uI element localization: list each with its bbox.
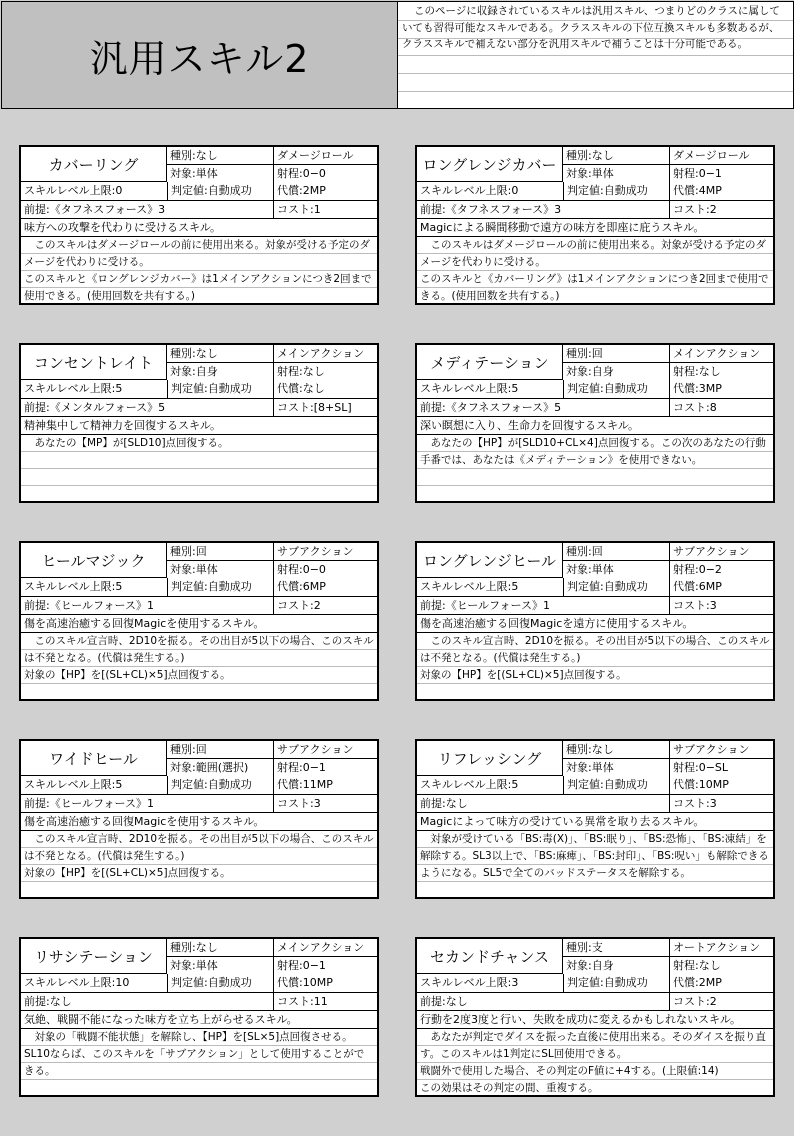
skill-cost-points: コスト:3 bbox=[669, 794, 773, 812]
skill-cost-points: コスト:8 bbox=[669, 398, 773, 416]
skill-level-cap: スキルレベル上限:5 bbox=[24, 580, 123, 593]
skill-card bbox=[415, 937, 775, 1097]
skill-timing: ダメージロール bbox=[273, 147, 377, 165]
skill-prereq: 前提:《タフネスフォース》3 bbox=[417, 200, 669, 218]
skill-target: 対象:単体 bbox=[167, 560, 273, 578]
skill-range: 射程:なし bbox=[273, 362, 377, 380]
ruled-line bbox=[398, 73, 793, 74]
skill-prereq: 前提:《タフネスフォース》5 bbox=[417, 398, 669, 416]
skill-name: ロングレンジカバー bbox=[417, 147, 563, 182]
skill-type: 種別:なし bbox=[566, 743, 614, 756]
skill-cost: 代償:2MP bbox=[273, 182, 377, 200]
skill-summary: Magicによる瞬間移動で遠方の味方を即座に庇うスキル。 bbox=[417, 218, 773, 236]
skill-target: 対象:単体 bbox=[167, 164, 273, 182]
title-box bbox=[1, 1, 398, 109]
skill-judge: 判定値:自動成功 bbox=[167, 578, 273, 596]
skill-judge: 判定値:自動成功 bbox=[167, 776, 273, 794]
skill-type: 種別:回 bbox=[170, 743, 207, 756]
skill-prereq: 前提:《ヒールフォース》1 bbox=[417, 596, 669, 614]
skill-name: ヒールマジック bbox=[21, 543, 167, 578]
skill-target: 対象:自身 bbox=[167, 362, 273, 380]
skill-range: 射程:0−1 bbox=[669, 164, 773, 182]
ruled-line bbox=[398, 91, 793, 92]
skill-description: 対象が受けている「BS:毒(X)」、「BS:眠り」、「BS:恐怖」、「BS:凍結」を解除する。SL3以上で、「BS:麻痺」、「BS:封印」、「BS:呪い」も解除できるようになる。SL5で全てのバッドステータスを解除する。 bbox=[420, 833, 769, 879]
skill-timing: サブアクション bbox=[669, 543, 773, 561]
skill-description: 対象の「戦闘不能状態」を解除し、【HP】を[SL×5]点回復させる。SL10ならば、このスキルを「サブアクション」として使用することができる。 bbox=[24, 1031, 365, 1077]
skill-summary: 精神集中して精神力を回復するスキル。 bbox=[21, 416, 377, 434]
skill-name: ワイドヒール bbox=[21, 741, 167, 776]
skill-range: 射程:なし bbox=[669, 362, 773, 380]
skill-range: 射程:0−1 bbox=[273, 758, 377, 776]
skill-range: 射程:0−0 bbox=[273, 560, 377, 578]
skill-range: 射程:0−SL bbox=[669, 758, 773, 776]
skill-cost: 代償:10MP bbox=[669, 776, 773, 794]
skill-card bbox=[415, 145, 775, 305]
skill-type: 種別:なし bbox=[170, 149, 218, 162]
skill-cost-points: コスト:1 bbox=[273, 200, 377, 218]
skill-cost-points: コスト:2 bbox=[669, 200, 773, 218]
skill-timing: サブアクション bbox=[273, 741, 377, 759]
skill-prereq: 前提:《タフネスフォース》3 bbox=[21, 200, 273, 218]
skill-range: 射程:0−0 bbox=[273, 164, 377, 182]
skill-cost: 代償:2MP bbox=[669, 974, 773, 992]
skill-prereq: 前提:《メンタルフォース》5 bbox=[21, 398, 273, 416]
skill-name: カバーリング bbox=[21, 147, 167, 182]
skill-cost-points: コスト:2 bbox=[273, 596, 377, 614]
skill-level-cap: スキルレベル上限:5 bbox=[420, 382, 519, 395]
skill-target: 対象:単体 bbox=[563, 164, 669, 182]
skill-summary: Magicによって味方の受けている異常を取り去るスキル。 bbox=[417, 812, 773, 830]
skill-name: メディテーション bbox=[417, 345, 563, 380]
skill-card bbox=[415, 541, 775, 701]
skill-judge: 判定値:自動成功 bbox=[167, 182, 273, 200]
skill-target: 対象:自身 bbox=[563, 956, 669, 974]
skill-level-cap: スキルレベル上限:5 bbox=[24, 778, 123, 791]
skill-name: リフレッシング bbox=[417, 741, 563, 776]
skill-prereq: 前提:なし bbox=[417, 992, 669, 1010]
page-header bbox=[0, 0, 794, 110]
skill-level-cap: スキルレベル上限:0 bbox=[420, 184, 519, 197]
skill-prereq: 前提:《ヒールフォース》1 bbox=[21, 794, 273, 812]
skill-judge: 判定値:自動成功 bbox=[563, 182, 669, 200]
skill-summary: 傷を高速治癒する回復Magicを遠方に使用するスキル。 bbox=[417, 614, 773, 632]
skill-judge: 判定値:自動成功 bbox=[167, 380, 273, 398]
skill-target: 対象:単体 bbox=[167, 956, 273, 974]
skill-card bbox=[19, 739, 379, 899]
skill-cost: 代償:なし bbox=[273, 380, 377, 398]
skill-name: コンセントレイト bbox=[21, 345, 167, 380]
skill-cost: 代償:6MP bbox=[273, 578, 377, 596]
skill-card bbox=[19, 343, 379, 503]
skill-type: 種別:回 bbox=[170, 545, 207, 558]
skill-description: このスキルはダメージロールの前に使用出来る。対象が受ける予定のダメージを代わりに受ける。 このスキルと《カバーリング》は1メインアクションにつき2回まで使用できる。(使用回数を共有する。) bbox=[420, 239, 769, 302]
skill-timing: サブアクション bbox=[669, 741, 773, 759]
skill-timing: メインアクション bbox=[273, 345, 377, 363]
skill-judge: 判定値:自動成功 bbox=[563, 578, 669, 596]
skill-timing: ダメージロール bbox=[669, 147, 773, 165]
skill-cost: 代償:10MP bbox=[273, 974, 377, 992]
skill-description: このスキルはダメージロールの前に使用出来る。対象が受ける予定のダメージを代わりに受ける。 このスキルと《ロングレンジカバー》は1メインアクションにつき2回まで使用できる。(使用回数を共有する。) bbox=[24, 239, 372, 302]
skill-cost-points: コスト:11 bbox=[273, 992, 377, 1010]
skill-name: セカンドチャンス bbox=[417, 939, 563, 974]
skill-description: このスキル宣言時、2D10を振る。その出目が5以下の場合、このスキルは不発となる。(代償は発生する。) 対象の【HP】を[(SL+CL)×5]点回復する。 bbox=[420, 635, 770, 681]
skill-description: このスキル宣言時、2D10を振る。その出目が5以下の場合、このスキルは不発となる。(代償は発生する。) 対象の【HP】を[(SL+CL)×5]点回復する。 bbox=[24, 833, 374, 879]
skill-timing: サブアクション bbox=[273, 543, 377, 561]
skill-cost-points: コスト:2 bbox=[669, 992, 773, 1010]
skill-target: 対象:単体 bbox=[563, 560, 669, 578]
skill-level-cap: スキルレベル上限:5 bbox=[24, 382, 123, 395]
skill-name: ロングレンジヒール bbox=[417, 543, 563, 578]
skill-cost: 代償:4MP bbox=[669, 182, 773, 200]
skill-description: このスキル宣言時、2D10を振る。その出目が5以下の場合、このスキルは不発となる。(代償は発生する。) 対象の【HP】を[(SL+CL)×5]点回復する。 bbox=[24, 635, 374, 681]
skill-summary: 気絶、戦闘不能になった味方を立ち上がらせるスキル。 bbox=[21, 1010, 377, 1028]
skill-timing: メインアクション bbox=[669, 345, 773, 363]
skill-description: あなたの【MP】が[SLD10]点回復する。 bbox=[24, 437, 229, 449]
ruled-line bbox=[398, 38, 793, 39]
ruled-line bbox=[398, 55, 793, 56]
skill-card bbox=[19, 145, 379, 305]
skill-level-cap: スキルレベル上限:0 bbox=[24, 184, 123, 197]
skill-card bbox=[415, 343, 775, 503]
skill-summary: 味方への攻撃を代わりに受けるスキル。 bbox=[21, 218, 377, 236]
skill-cost-points: コスト:3 bbox=[273, 794, 377, 812]
skill-summary: 深い瞑想に入り、生命力を回復するスキル。 bbox=[417, 416, 773, 434]
skill-timing: メインアクション bbox=[273, 939, 377, 957]
skill-type: 種別:なし bbox=[170, 347, 218, 360]
skill-judge: 判定値:自動成功 bbox=[563, 974, 669, 992]
skill-type: 種別:支 bbox=[566, 941, 603, 954]
skill-level-cap: スキルレベル上限:10 bbox=[24, 976, 130, 989]
skill-description: あなたが判定でダイスを振った直後に使用出来る。そのダイスを振り直す。このスキルは1判定にSL回使用できる。 戦闘外で使用した場合、その判定のF値に+4する。(上限値:14) この効果はその判定の間、重複する。 bbox=[420, 1031, 766, 1094]
skill-description: あなたの【HP】が[SLD10+CL×4]点回復する。この次のあなたの行動手番では、あなたは《メディテーション》を使用できない。 bbox=[420, 437, 766, 466]
skill-target: 対象:単体 bbox=[563, 758, 669, 776]
skill-level-cap: スキルレベル上限:3 bbox=[420, 976, 519, 989]
skill-card bbox=[19, 541, 379, 701]
skill-cost: 代償:3MP bbox=[669, 380, 773, 398]
skill-summary: 行動を2度3度と行い、失敗を成功に変えるかもしれないスキル。 bbox=[417, 1010, 773, 1028]
skill-summary: 傷を高速治癒する回復Magicを使用するスキル。 bbox=[21, 614, 377, 632]
intro-text: このページに収録されているスキルは汎用スキル、つまりどのクラスに属していても習得可能なスキルである。クラススキルの下位互換スキルも多数あるが、クラススキルで補えない部分を汎用スキルで補うことは十分可能である。 bbox=[402, 5, 780, 50]
skill-cost: 代償:6MP bbox=[669, 578, 773, 596]
intro-box bbox=[397, 1, 794, 109]
skill-range: 射程:0−2 bbox=[669, 560, 773, 578]
skill-name: リサシテーション bbox=[21, 939, 167, 974]
skill-range: 射程:0−1 bbox=[273, 956, 377, 974]
page-title: 汎用スキル2 bbox=[89, 36, 310, 81]
skill-range: 射程:なし bbox=[669, 956, 773, 974]
skill-judge: 判定値:自動成功 bbox=[563, 776, 669, 794]
skill-judge: 判定値:自動成功 bbox=[167, 974, 273, 992]
skill-type: 種別:なし bbox=[170, 941, 218, 954]
skill-judge: 判定値:自動成功 bbox=[563, 380, 669, 398]
skill-prereq: 前提:《ヒールフォース》1 bbox=[21, 596, 273, 614]
skill-level-cap: スキルレベル上限:5 bbox=[420, 778, 519, 791]
skill-level-cap: スキルレベル上限:5 bbox=[420, 580, 519, 593]
skill-card bbox=[415, 739, 775, 899]
skill-summary: 傷を高速治癒する回復Magicを使用するスキル。 bbox=[21, 812, 377, 830]
skill-type: 種別:回 bbox=[566, 545, 603, 558]
skill-card bbox=[19, 937, 379, 1097]
skill-type: 種別:回 bbox=[566, 347, 603, 360]
skill-timing: オートアクション bbox=[669, 939, 773, 957]
skill-type: 種別:なし bbox=[566, 149, 614, 162]
skill-target: 対象:自身 bbox=[563, 362, 669, 380]
skill-target: 対象:範囲(選択) bbox=[167, 758, 273, 776]
skill-cost-points: コスト:3 bbox=[669, 596, 773, 614]
ruled-line bbox=[398, 20, 793, 21]
skill-cost: 代償:11MP bbox=[273, 776, 377, 794]
skill-cost-points: コスト:[8+SL] bbox=[273, 398, 377, 416]
skill-prereq: 前提:なし bbox=[417, 794, 669, 812]
skill-prereq: 前提:なし bbox=[21, 992, 273, 1010]
